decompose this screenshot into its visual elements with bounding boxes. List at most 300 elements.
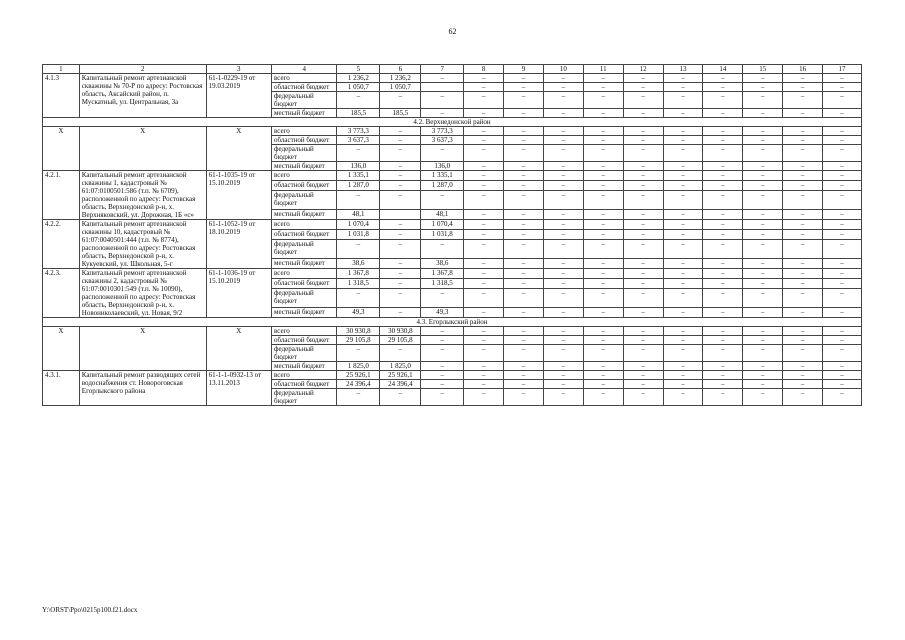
empty-value-cell: – xyxy=(823,181,862,191)
empty-value-cell: – xyxy=(464,279,504,289)
section-row xyxy=(43,318,862,327)
funding-source: местный бюджет xyxy=(272,307,337,317)
empty-value-cell: – xyxy=(504,145,544,162)
empty-value-cell: – xyxy=(743,127,783,136)
empty-value-cell: – xyxy=(623,380,663,389)
funding-source: всего xyxy=(272,371,337,380)
empty-value-cell: – xyxy=(783,209,823,219)
empty-value-cell: – xyxy=(623,307,663,317)
total-value: 1 236,2 xyxy=(337,74,380,83)
empty-value-cell: – xyxy=(464,220,504,230)
empty-value-cell: – xyxy=(743,362,783,371)
item-number: 4.1.3 xyxy=(43,74,80,118)
empty-value-cell: – xyxy=(663,362,703,371)
empty-value-cell: – xyxy=(823,258,862,268)
empty-value-cell: – xyxy=(823,336,862,345)
value-col-6: – xyxy=(380,162,421,171)
empty-value-cell: – xyxy=(623,162,663,171)
empty-value-cell: – xyxy=(623,345,663,362)
empty-value-cell: – xyxy=(663,258,703,268)
empty-value-cell: – xyxy=(783,345,823,362)
empty-value-cell: – xyxy=(703,220,743,230)
empty-value-cell: – xyxy=(583,162,623,171)
empty-value-cell: – xyxy=(823,362,862,371)
empty-value-cell: – xyxy=(543,362,583,371)
item-number: Х xyxy=(43,327,80,371)
empty-value-cell: – xyxy=(663,336,703,345)
empty-value-cell: – xyxy=(783,83,823,92)
empty-value-cell: – xyxy=(703,307,743,317)
empty-value-cell: – xyxy=(504,74,544,83)
funding-source: местный бюджет xyxy=(272,209,337,219)
value-col-7: 3 773,3 xyxy=(421,127,464,136)
empty-value-cell: – xyxy=(464,181,504,191)
empty-value-cell: – xyxy=(743,181,783,191)
value-col-6: – xyxy=(380,240,421,259)
empty-value-cell: – xyxy=(504,220,544,230)
empty-value-cell: – xyxy=(583,209,623,219)
column-number: 13 xyxy=(663,65,703,74)
empty-value-cell: – xyxy=(464,136,504,145)
total-value: – xyxy=(337,92,380,109)
empty-value-cell: – xyxy=(703,145,743,162)
column-number: 9 xyxy=(504,65,544,74)
empty-value-cell: – xyxy=(703,258,743,268)
empty-value-cell: – xyxy=(504,307,544,317)
empty-value-cell: – xyxy=(504,240,544,259)
empty-value-cell: – xyxy=(823,327,862,336)
table-row xyxy=(43,127,862,136)
empty-value-cell: – xyxy=(663,279,703,289)
value-col-7: – xyxy=(421,362,464,371)
empty-value-cell: – xyxy=(823,269,862,279)
value-col-7: 1 070,4 xyxy=(421,220,464,230)
empty-value-cell: – xyxy=(663,289,703,308)
empty-value-cell: – xyxy=(783,380,823,389)
empty-value-cell: – xyxy=(623,269,663,279)
empty-value-cell: – xyxy=(743,220,783,230)
empty-value-cell: – xyxy=(583,371,623,380)
empty-value-cell: – xyxy=(823,83,862,92)
funding-source: федеральный бюджет xyxy=(272,92,337,109)
empty-value-cell: – xyxy=(703,362,743,371)
empty-value-cell: – xyxy=(703,371,743,380)
empty-value-cell: – xyxy=(663,74,703,83)
empty-value-cell: – xyxy=(783,162,823,171)
empty-value-cell: – xyxy=(823,209,862,219)
empty-value-cell: – xyxy=(464,336,504,345)
empty-value-cell: – xyxy=(583,289,623,308)
value-col-7: – xyxy=(421,92,464,109)
empty-value-cell: – xyxy=(583,181,623,191)
value-col-6: 1 825,0 xyxy=(380,362,421,371)
empty-value-cell: – xyxy=(464,362,504,371)
empty-value-cell: – xyxy=(663,230,703,240)
empty-value-cell: – xyxy=(663,181,703,191)
empty-value-cell: – xyxy=(504,181,544,191)
value-col-6: – xyxy=(380,230,421,240)
empty-value-cell: – xyxy=(783,230,823,240)
empty-value-cell: – xyxy=(743,171,783,181)
empty-value-cell: – xyxy=(583,109,623,118)
column-number: 17 xyxy=(823,65,862,74)
empty-value-cell: – xyxy=(504,389,544,406)
total-value: 1 070,4 xyxy=(337,220,380,230)
empty-value-cell: – xyxy=(464,171,504,181)
value-col-6: – xyxy=(380,220,421,230)
total-value: 3 637,3 xyxy=(337,136,380,145)
value-col-7: – xyxy=(421,389,464,406)
empty-value-cell: – xyxy=(823,380,862,389)
empty-value-cell: – xyxy=(703,269,743,279)
empty-value-cell: – xyxy=(464,389,504,406)
value-col-7: 48,1 xyxy=(421,209,464,219)
value-col-6: – xyxy=(380,258,421,268)
empty-value-cell: – xyxy=(823,171,862,181)
column-number: 10 xyxy=(543,65,583,74)
empty-value-cell: – xyxy=(543,191,583,210)
funding-source: всего xyxy=(272,220,337,230)
value-col-6: 29 105,8 xyxy=(380,336,421,345)
funding-source: местный бюджет xyxy=(272,162,337,171)
empty-value-cell: – xyxy=(464,269,504,279)
empty-value-cell: – xyxy=(703,136,743,145)
empty-value-cell: – xyxy=(663,220,703,230)
table-row xyxy=(43,269,862,279)
empty-value-cell: – xyxy=(783,279,823,289)
value-col-6: – xyxy=(380,127,421,136)
empty-value-cell: – xyxy=(464,289,504,308)
empty-value-cell: – xyxy=(543,258,583,268)
empty-value-cell: – xyxy=(623,209,663,219)
empty-value-cell: – xyxy=(743,191,783,210)
value-col-6: – xyxy=(380,269,421,279)
value-col-6: – xyxy=(380,345,421,362)
funding-source: федеральный бюджет xyxy=(272,240,337,259)
empty-value-cell: – xyxy=(663,191,703,210)
column-number: 16 xyxy=(783,65,823,74)
expertise-conclusion: Х xyxy=(206,327,271,371)
empty-value-cell: – xyxy=(583,83,623,92)
empty-value-cell: – xyxy=(543,327,583,336)
empty-value-cell: – xyxy=(743,307,783,317)
empty-value-cell: – xyxy=(464,191,504,210)
empty-value-cell: – xyxy=(663,145,703,162)
value-col-6: – xyxy=(380,145,421,162)
column-number: 7 xyxy=(421,65,464,74)
total-value: 1 367,8 xyxy=(337,269,380,279)
empty-value-cell: – xyxy=(743,327,783,336)
total-value: 1 031,8 xyxy=(337,230,380,240)
empty-value-cell: – xyxy=(703,209,743,219)
empty-value-cell: – xyxy=(663,162,703,171)
empty-value-cell: – xyxy=(623,171,663,181)
empty-value-cell: – xyxy=(703,327,743,336)
empty-value-cell: – xyxy=(623,74,663,83)
empty-value-cell: – xyxy=(703,171,743,181)
empty-value-cell: – xyxy=(504,209,544,219)
footer-file-path: Y:\ORST\Ppo\0215p100.f21.docx xyxy=(42,606,138,614)
empty-value-cell: – xyxy=(464,74,504,83)
total-value: – xyxy=(337,240,380,259)
empty-value-cell: – xyxy=(783,220,823,230)
value-col-7: – xyxy=(421,345,464,362)
funding-source: местный бюджет xyxy=(272,109,337,118)
empty-value-cell: – xyxy=(543,145,583,162)
empty-value-cell: – xyxy=(663,92,703,109)
empty-value-cell: – xyxy=(504,380,544,389)
empty-value-cell: – xyxy=(743,389,783,406)
empty-value-cell: – xyxy=(823,191,862,210)
empty-value-cell: – xyxy=(623,371,663,380)
empty-value-cell: – xyxy=(623,92,663,109)
expertise-conclusion: 61-1-1036-19 от 15.10.2019 xyxy=(206,269,271,318)
empty-value-cell: – xyxy=(504,127,544,136)
empty-value-cell: – xyxy=(663,209,703,219)
empty-value-cell: – xyxy=(543,220,583,230)
funding-source: всего xyxy=(272,327,337,336)
value-col-6: – xyxy=(380,136,421,145)
empty-value-cell: – xyxy=(743,136,783,145)
empty-value-cell: – xyxy=(464,209,504,219)
empty-value-cell: – xyxy=(543,336,583,345)
empty-value-cell: – xyxy=(783,127,823,136)
empty-value-cell: – xyxy=(743,371,783,380)
empty-value-cell: – xyxy=(623,127,663,136)
empty-value-cell: – xyxy=(823,74,862,83)
empty-value-cell: – xyxy=(583,279,623,289)
value-col-6: 25 926,1 xyxy=(380,371,421,380)
value-col-6: 24 396,4 xyxy=(380,380,421,389)
empty-value-cell: – xyxy=(583,136,623,145)
value-col-6: 1 050,7 xyxy=(380,83,421,92)
empty-value-cell: – xyxy=(783,74,823,83)
value-col-7: 1 335,1 xyxy=(421,171,464,181)
empty-value-cell: – xyxy=(504,345,544,362)
column-number: 2 xyxy=(79,65,206,74)
column-number: 6 xyxy=(380,65,421,74)
empty-value-cell: – xyxy=(543,240,583,259)
empty-value-cell: – xyxy=(504,92,544,109)
object-name: Х xyxy=(79,127,206,171)
empty-value-cell: – xyxy=(703,74,743,83)
empty-value-cell: – xyxy=(623,240,663,259)
empty-value-cell: – xyxy=(623,83,663,92)
empty-value-cell: – xyxy=(703,230,743,240)
empty-value-cell: – xyxy=(504,136,544,145)
section-title: 4.3. Егорлыкский район xyxy=(43,318,862,327)
column-number: 15 xyxy=(743,65,783,74)
total-value: – xyxy=(337,191,380,210)
empty-value-cell: – xyxy=(464,92,504,109)
total-value: 24 396,4 xyxy=(337,380,380,389)
empty-value-cell: – xyxy=(504,171,544,181)
empty-value-cell: – xyxy=(583,230,623,240)
empty-value-cell: – xyxy=(823,307,862,317)
empty-value-cell: – xyxy=(743,240,783,259)
empty-value-cell: – xyxy=(543,136,583,145)
empty-value-cell: – xyxy=(703,240,743,259)
empty-value-cell: – xyxy=(583,258,623,268)
empty-value-cell: – xyxy=(743,279,783,289)
empty-value-cell: – xyxy=(623,191,663,210)
empty-value-cell: – xyxy=(703,345,743,362)
empty-value-cell: – xyxy=(743,109,783,118)
empty-value-cell: – xyxy=(583,336,623,345)
empty-value-cell: – xyxy=(543,307,583,317)
empty-value-cell: – xyxy=(623,289,663,308)
empty-value-cell: – xyxy=(743,209,783,219)
value-col-6: 30 930,8 xyxy=(380,327,421,336)
empty-value-cell: – xyxy=(623,109,663,118)
empty-value-cell: – xyxy=(743,83,783,92)
empty-value-cell: – xyxy=(464,109,504,118)
empty-value-cell: – xyxy=(583,191,623,210)
total-value: 136,0 xyxy=(337,162,380,171)
empty-value-cell: – xyxy=(504,362,544,371)
page-number: 62 xyxy=(448,27,457,36)
empty-value-cell: – xyxy=(663,380,703,389)
value-col-6: – xyxy=(380,92,421,109)
empty-value-cell: – xyxy=(663,240,703,259)
item-number: 4.2.3. xyxy=(43,269,80,318)
empty-value-cell: – xyxy=(504,83,544,92)
empty-value-cell: – xyxy=(703,109,743,118)
value-col-7: – xyxy=(421,336,464,345)
expertise-conclusion: 61-1-1035-19 от 15.10.2019 xyxy=(206,171,271,220)
empty-value-cell: – xyxy=(583,127,623,136)
total-value: 185,5 xyxy=(337,109,380,118)
total-value: 29 105,8 xyxy=(337,336,380,345)
empty-value-cell: – xyxy=(583,362,623,371)
value-col-6: – xyxy=(380,191,421,210)
total-value: 49,3 xyxy=(337,307,380,317)
total-value: 1 050,7 xyxy=(337,83,380,92)
section-title: 4.2. Верхнедонской район xyxy=(43,118,862,127)
item-number: 4.2.2. xyxy=(43,220,80,269)
column-number: 4 xyxy=(272,65,337,74)
value-col-7: 49,3 xyxy=(421,307,464,317)
value-col-6 xyxy=(380,209,421,219)
empty-value-cell: – xyxy=(543,279,583,289)
empty-value-cell: – xyxy=(464,307,504,317)
funding-source: областной бюджет xyxy=(272,230,337,240)
empty-value-cell: – xyxy=(823,389,862,406)
value-col-6: – xyxy=(380,389,421,406)
empty-value-cell: – xyxy=(823,279,862,289)
value-col-7: 38,6 xyxy=(421,258,464,268)
empty-value-cell: – xyxy=(504,109,544,118)
total-value: – xyxy=(337,145,380,162)
funding-source: местный бюджет xyxy=(272,362,337,371)
empty-value-cell: – xyxy=(504,371,544,380)
total-value: 3 773,3 xyxy=(337,127,380,136)
empty-value-cell: – xyxy=(823,136,862,145)
empty-value-cell: – xyxy=(464,327,504,336)
value-col-7 xyxy=(421,83,464,92)
table-row xyxy=(43,171,862,181)
empty-value-cell: – xyxy=(504,336,544,345)
total-value: – xyxy=(337,289,380,308)
empty-value-cell: – xyxy=(663,269,703,279)
value-col-6: 185,5 xyxy=(380,109,421,118)
empty-value-cell: – xyxy=(543,269,583,279)
value-col-7: 1 318,5 xyxy=(421,279,464,289)
total-value: – xyxy=(337,389,380,406)
empty-value-cell: – xyxy=(783,269,823,279)
empty-value-cell: – xyxy=(783,371,823,380)
empty-value-cell: – xyxy=(543,162,583,171)
item-number: Х xyxy=(43,127,80,171)
empty-value-cell: – xyxy=(464,371,504,380)
empty-value-cell: – xyxy=(464,162,504,171)
empty-value-cell: – xyxy=(623,389,663,406)
empty-value-cell: – xyxy=(823,145,862,162)
empty-value-cell: – xyxy=(583,269,623,279)
expertise-conclusion: 61-1-1052-19 от 18.10.2019 xyxy=(206,220,271,269)
empty-value-cell: – xyxy=(783,92,823,109)
empty-value-cell: – xyxy=(464,345,504,362)
empty-value-cell: – xyxy=(783,389,823,406)
empty-value-cell: – xyxy=(703,336,743,345)
empty-value-cell: – xyxy=(623,362,663,371)
item-number: 4.3.1. xyxy=(43,371,80,406)
funding-source: всего xyxy=(272,127,337,136)
empty-value-cell: – xyxy=(583,74,623,83)
empty-value-cell: – xyxy=(543,181,583,191)
empty-value-cell: – xyxy=(663,345,703,362)
value-col-7: – xyxy=(421,380,464,389)
empty-value-cell: – xyxy=(783,181,823,191)
empty-value-cell: – xyxy=(783,258,823,268)
empty-value-cell: – xyxy=(623,258,663,268)
empty-value-cell: – xyxy=(783,136,823,145)
empty-value-cell: – xyxy=(623,230,663,240)
empty-value-cell: – xyxy=(663,109,703,118)
empty-value-cell: – xyxy=(583,380,623,389)
funding-source: федеральный бюджет xyxy=(272,191,337,210)
empty-value-cell: – xyxy=(743,258,783,268)
empty-value-cell: – xyxy=(583,327,623,336)
total-value: 38,6 xyxy=(337,258,380,268)
object-name: Капитальный ремонт артезианской скважины 2, кадастровый № 61:07:0010301:549 (т.п. № 10090), расположенной по адресу: Ростовская область, Верхнедонской р-н, х. Новониколаевский, ул. Новая, 9/2 xyxy=(79,269,206,318)
empty-value-cell: – xyxy=(783,327,823,336)
empty-value-cell: – xyxy=(663,127,703,136)
empty-value-cell: – xyxy=(543,230,583,240)
funding-source: федеральный бюджет xyxy=(272,289,337,308)
value-col-7: 1 367,8 xyxy=(421,269,464,279)
column-number: 11 xyxy=(583,65,623,74)
empty-value-cell: – xyxy=(783,145,823,162)
empty-value-cell: – xyxy=(583,307,623,317)
expertise-conclusion: Х xyxy=(206,127,271,171)
empty-value-cell: – xyxy=(583,171,623,181)
value-col-6: – xyxy=(380,279,421,289)
empty-value-cell: – xyxy=(504,230,544,240)
empty-value-cell: – xyxy=(464,127,504,136)
value-col-6: – xyxy=(380,289,421,308)
empty-value-cell: – xyxy=(783,240,823,259)
empty-value-cell: – xyxy=(743,289,783,308)
empty-value-cell: – xyxy=(623,181,663,191)
funding-source: федеральный бюджет xyxy=(272,389,337,406)
empty-value-cell: – xyxy=(464,83,504,92)
empty-value-cell: – xyxy=(583,240,623,259)
empty-value-cell: – xyxy=(583,345,623,362)
empty-value-cell: – xyxy=(543,371,583,380)
empty-value-cell: – xyxy=(504,327,544,336)
total-value: 30 930,8 xyxy=(337,327,380,336)
